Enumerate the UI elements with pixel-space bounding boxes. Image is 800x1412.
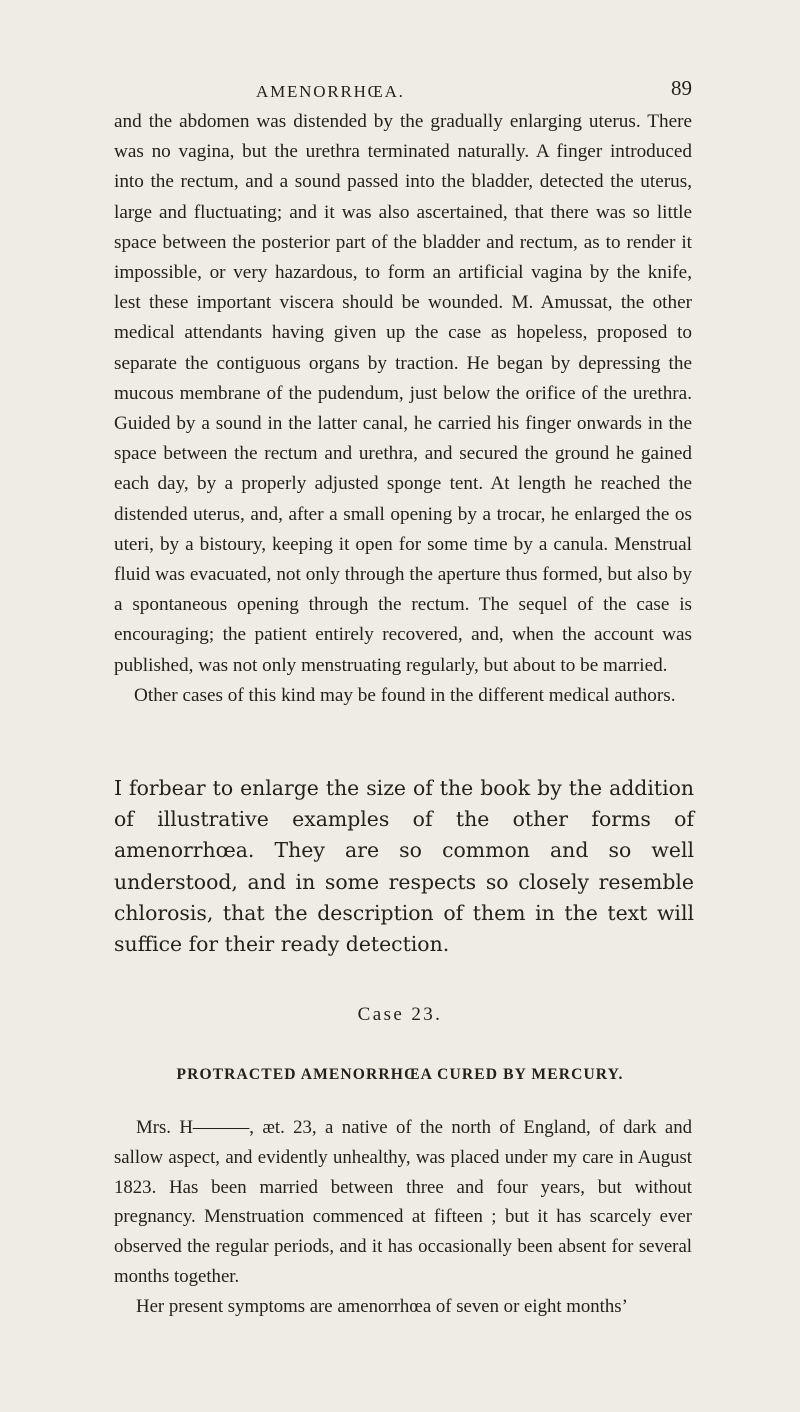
main-text [114, 107, 692, 711]
case-subheading: PROTRACTED AMENORRHŒA CURED BY MERCURY. [176, 1066, 624, 1083]
case-text [114, 1113, 692, 1322]
paragraph-case-continuation: and the abdomen was distended by the gradually enlarging uterus. There was no vagina, but the urethra terminated naturally. A finger introduced into the rectum, and a sound passed into the bladder, detected the uterus, large and fluctuating; and it was also ascertained, that there was so little space between the posterior part of the bladder and rectum, as to render it impossible, or very hazardous, to form an artificial vagina by the knife, lest these important viscera should be wounded. M. Amussat, the other medical attendants having given up the case as hopeless, proposed to separate the contiguous organs by traction. He began by depressing the mucous membrane of the pudendum, just below the orifice of the urethra. Guided by a sound in the latter canal, he carried his finger onwards in the space between the rectum and urethra, and secured the ground he gained each day, by a properly adjusted sponge tent. At length he reached the distended uterus, and, after a small opening by a trocar, he enlarged the os uteri, by a bistoury, keeping it open for some time by a canula. Menstrual fluid was evacuated, not only through the aperture thus formed, but also by a spontaneous opening through the rectum. The sequel of the case is encouraging; the patient entirely recovered, and, when the account was published, was not only menstruating regularly, but about to be married. [114, 111, 692, 676]
author-note [114, 773, 694, 960]
paragraph-author-note: I forbear to enlarge the size of the book by the addition of illustrative examples of the other forms of amenorrhœa. They are so common and so well understood, and in some respects so closely resemble chlorosis, that the description of them in the text will suffice for their ready detection. [114, 776, 694, 957]
page-number: 89 [671, 76, 692, 100]
paragraph-case-history: Mrs. H———, æt. 23, a native of the north of England, of dark and sallow aspect, and evidently unhealthy, was placed under my care in August 1823. Has been married between three and four years, but without pregnancy. Menstruation commenced at fifteen ; but it has scarcely ever observed the regular periods, and it has occasionally been absent for several months together. [114, 1117, 692, 1287]
paragraph-other-cases: Other cases of this kind may be found in the different medical authors. [134, 684, 676, 706]
case-heading: Case 23. [357, 1004, 443, 1025]
running-head: AMENORRHŒA. [256, 82, 405, 101]
paragraph-present-symptoms: Her present symptoms are amenorrhœa of seven or eight months’ [136, 1295, 628, 1317]
